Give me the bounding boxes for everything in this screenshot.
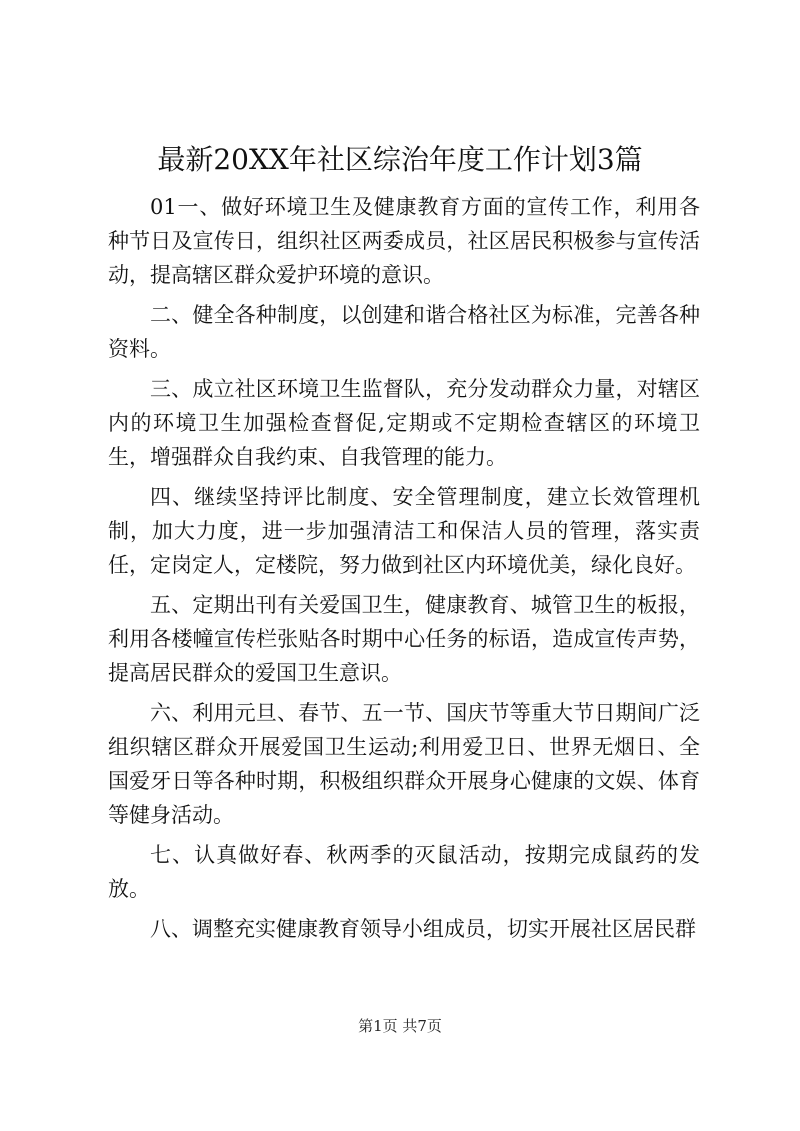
document-title: 最新20XX年社区综治年度工作计划3篇 [157,143,643,176]
paragraph-5: 五、定期出刊有关爱国卫生，健康教育、城管卫生的板报，利用各楼幢宣传栏张贴各时期中心任务的标语，造成宣传声势，提高居民群众的爱国卫生意识。 [108,593,700,685]
page-number-footer: 第1页 共7页 [358,1017,442,1035]
paragraph-7: 七、认真做好春、秋两季的灭鼠活动，按期完成鼠药的发放。 [108,843,700,901]
paragraph-2: 二、健全各种制度，以创建和谐合格社区为标准，完善各种资料。 [108,303,700,361]
document-body [108,190,700,952]
paragraph-6: 六、利用元旦、春节、五一节、国庆节等重大节日期间广泛组织辖区群众开展爱国卫生运动;利用爱卫日、世界无烟日、全国爱牙日等各种时期，积极组织群众开展身心健康的文娱、体育等健身活动。 [108,701,700,827]
paragraph-3: 三、成立社区环境卫生监督队，充分发动群众力量，对辖区内的环境卫生加强检查督促,定期或不定期检查辖区的环境卫生，增强群众自我约束、自我管理的能力。 [108,377,700,469]
paragraph-4: 四、继续坚持评比制度、安全管理制度，建立长效管理机制，加大力度，进一步加强清洁工和保洁人员的管理，落实责任，定岗定人，定楼院，努力做到社区内环境优美，绿化良好。 [108,485,700,577]
paragraph-8: 八、调整充实健康教育领导小组成员，切实开展社区居民群 [150,917,696,941]
paragraph-1: 01一、做好环境卫生及健康教育方面的宣传工作，利用各种节日及宣传日，组织社区两委成员，社区居民积极参与宣传活动，提高辖区群众爱护环境的意识。 [108,195,700,287]
